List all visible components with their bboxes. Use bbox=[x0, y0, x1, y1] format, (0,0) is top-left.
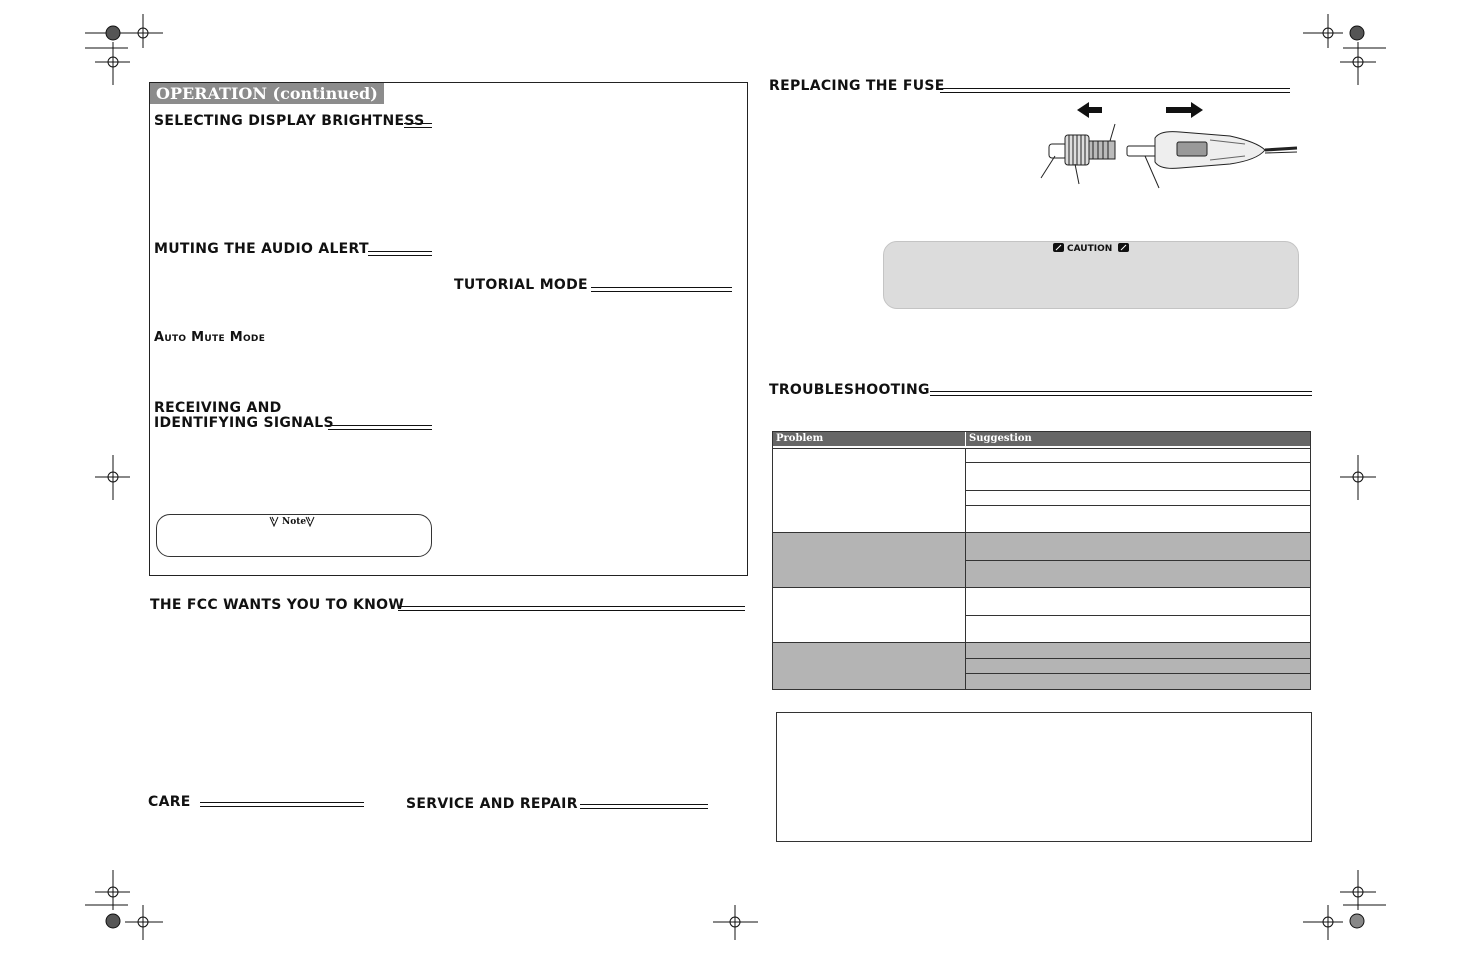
note-icon bbox=[269, 516, 279, 527]
suggestion-line bbox=[966, 490, 1310, 491]
caution-icon bbox=[1053, 243, 1064, 253]
service-heading: SERVICE AND REPAIR bbox=[406, 796, 578, 812]
automute-heading: Auto Mute Mode bbox=[154, 330, 266, 345]
fcc-heading: THE FCC WANTS YOU TO KNOW bbox=[150, 597, 405, 613]
service-rule bbox=[580, 804, 708, 809]
troubleshooting-rule bbox=[930, 391, 1312, 396]
table-header-divider bbox=[965, 432, 966, 446]
note-label: Note bbox=[282, 517, 307, 527]
muting-heading: MUTING THE AUDIO ALERT bbox=[154, 241, 369, 257]
troubleshooting-table bbox=[772, 431, 1311, 690]
suggestion-line bbox=[966, 658, 1310, 659]
table-row bbox=[773, 643, 1310, 689]
operation-banner: OPERATION (continued) bbox=[150, 83, 384, 104]
receiving-rule bbox=[328, 425, 432, 430]
info-box bbox=[776, 712, 1312, 842]
operation-frame bbox=[149, 82, 748, 576]
caution-icon bbox=[1118, 243, 1129, 253]
tutorial-heading: TUTORIAL MODE bbox=[454, 277, 588, 293]
brightness-rule bbox=[404, 123, 432, 128]
arrow-left-icon bbox=[1077, 102, 1102, 118]
muting-rule bbox=[368, 251, 432, 256]
care-heading: CARE bbox=[148, 794, 191, 810]
care-rule bbox=[200, 802, 364, 807]
caution-label: CAUTION bbox=[1067, 244, 1113, 254]
fuse-heading: REPLACING THE FUSE bbox=[769, 78, 945, 94]
receiving-heading-line2: IDENTIFYING SIGNALS bbox=[154, 415, 334, 431]
troubleshooting-heading: TROUBLESHOOTING bbox=[769, 382, 930, 398]
table-header-problem: Problem bbox=[773, 432, 965, 446]
tutorial-rule bbox=[591, 287, 732, 292]
receiving-heading-line1: RECEIVING AND bbox=[154, 400, 282, 416]
fuse-diagram bbox=[1035, 98, 1300, 190]
table-header-suggestion: Suggestion bbox=[966, 432, 1310, 446]
suggestion-line bbox=[966, 615, 1310, 616]
brightness-heading: SELECTING DISPLAY BRIGHTNESS bbox=[154, 113, 425, 129]
suggestion-line bbox=[966, 560, 1310, 561]
arrow-right-icon bbox=[1166, 102, 1203, 118]
table-cell-divider bbox=[965, 533, 966, 689]
suggestion-line bbox=[966, 505, 1310, 506]
fuse-rule bbox=[940, 88, 1290, 93]
suggestion-line bbox=[966, 462, 1310, 463]
fcc-rule bbox=[398, 606, 745, 611]
suggestion-line bbox=[966, 673, 1310, 674]
note-icon bbox=[305, 516, 315, 527]
